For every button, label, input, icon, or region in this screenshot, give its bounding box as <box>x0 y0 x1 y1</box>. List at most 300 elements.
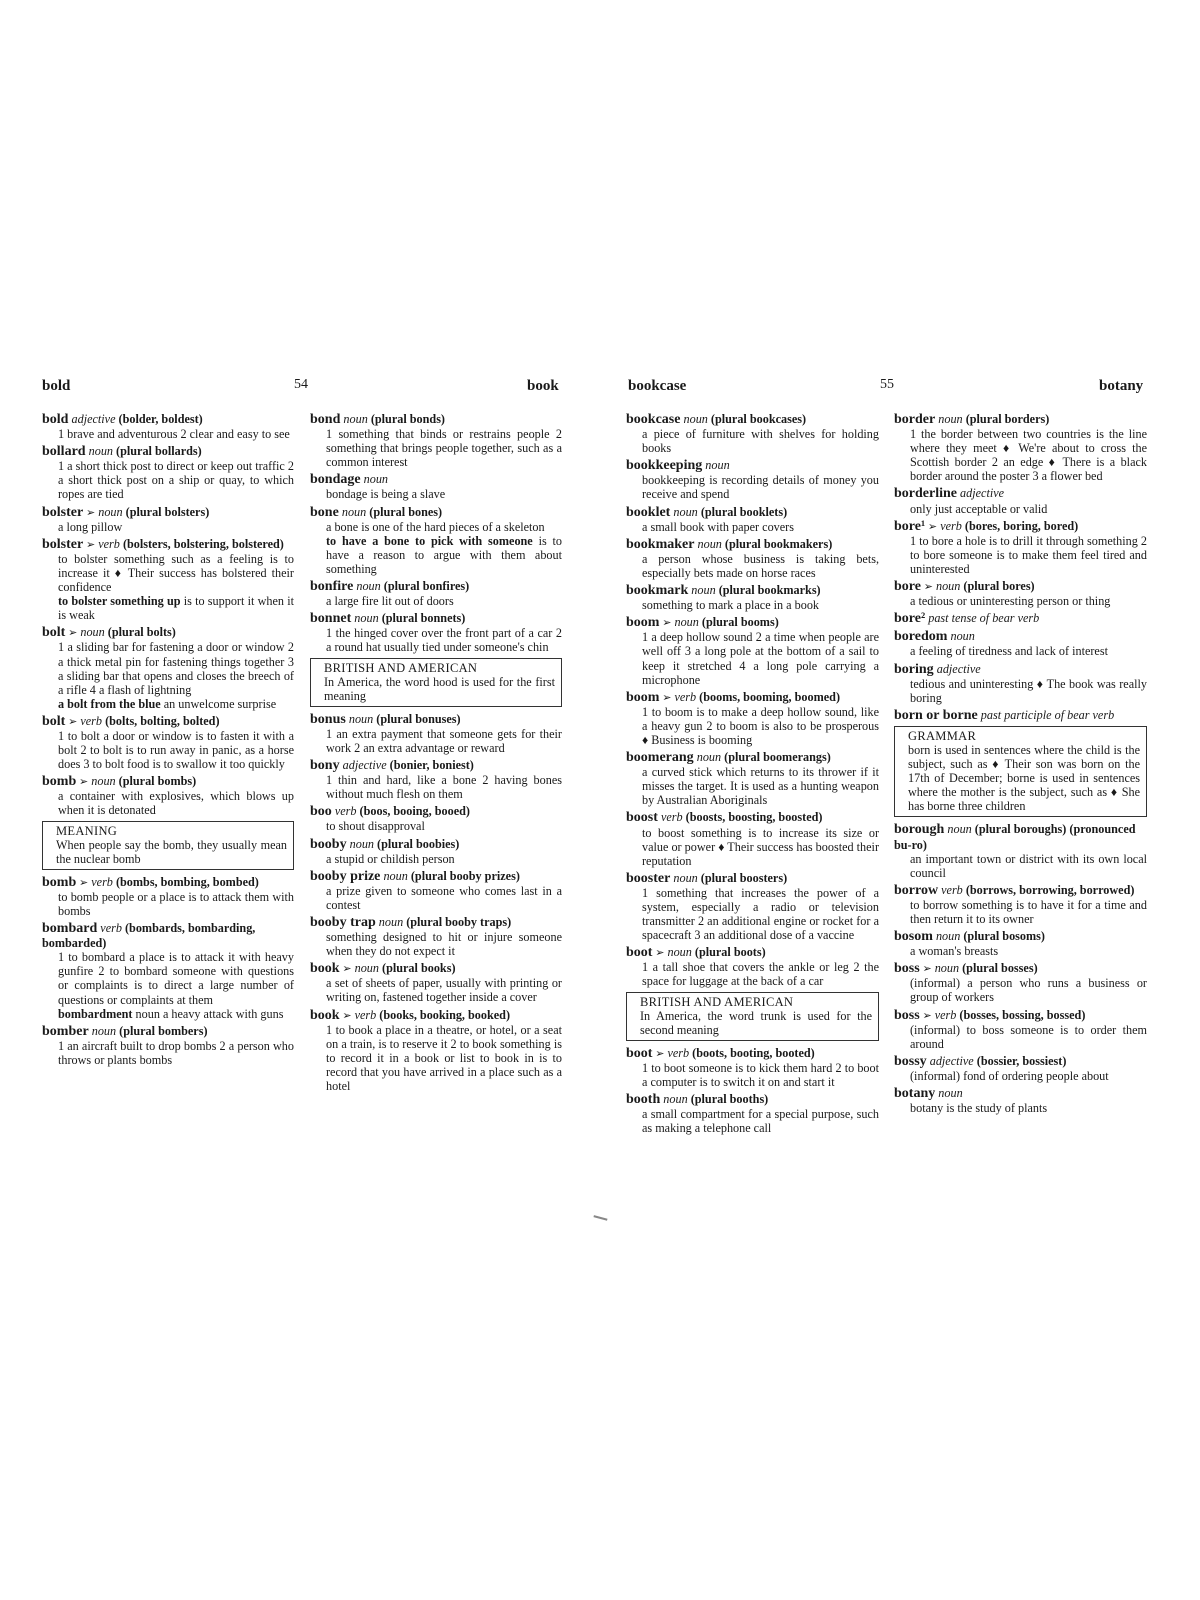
inflections: (bossier, bossiest) <box>973 1053 1067 1068</box>
arrow-icon: ➢ <box>339 1009 352 1022</box>
definition: bookkeeping is recording details of money you receive and spend <box>642 473 879 502</box>
entry-head <box>894 1008 1147 1023</box>
inflections: (plural booths) <box>687 1092 769 1107</box>
inflections: (plural boroughs) (pronounced bu-ro) <box>894 822 1136 852</box>
definition: a bone is one of the hard pieces of a skeleton <box>326 519 545 534</box>
headword: bore¹ <box>894 518 926 534</box>
headword: boss <box>894 1007 920 1023</box>
definition: 1 brave and adventurous 2 clear and easy to see <box>58 427 290 442</box>
entry-head <box>894 1086 1147 1101</box>
inflections: (plural bookmakers) <box>721 536 833 551</box>
definition: 1 to bore a hole is to drill it through something 2 to bore someone is to make them feel tired and uninterested <box>910 533 1147 576</box>
entry-head <box>42 1024 294 1039</box>
definition: to borrow something is to have it for a time and then return it to its owner <box>910 897 1147 926</box>
entry-head <box>310 505 562 520</box>
entry-head <box>626 1046 879 1061</box>
headword: bookmaker <box>626 536 695 552</box>
definition: tedious and uninteresting ♦ The book was really boring <box>910 676 1147 705</box>
part-of-speech: noun <box>694 536 722 551</box>
usage-note-title: BRITISH AND AMERICAN <box>324 660 478 675</box>
dictionary-entry <box>310 1008 562 1094</box>
inflections: (plural boobies) <box>374 836 460 851</box>
part-of-speech: verb <box>671 689 697 704</box>
inflections: (bombards, bombarding, bombarded) <box>42 921 256 951</box>
headword: bondage <box>310 472 361 488</box>
arrow-icon: ➢ <box>65 715 78 728</box>
dictionary-entry <box>42 774 294 817</box>
headword: bomber <box>42 1023 89 1039</box>
definition: 1 something that binds or restrains people 2 something that brings people together, such as a common interest <box>326 427 562 470</box>
entry-head <box>626 1092 879 1107</box>
definition: a small book with paper covers <box>642 519 794 534</box>
dictionary-entry <box>42 412 294 441</box>
entry-head <box>42 625 294 640</box>
dictionary-entry <box>894 629 1147 658</box>
headword: bookcase <box>626 412 681 427</box>
dictionary-entry <box>626 583 879 612</box>
definition: 1 something that increases the power of a system, especially a radio or television transmitter 2 an additional engine or rocket for a spacecraft 3 an additional dose of a vaccine <box>642 885 879 943</box>
definition: a long pillow <box>58 519 123 534</box>
dictionary-entry <box>894 1054 1147 1083</box>
dictionary-entry <box>626 690 879 747</box>
subentry-phrase: a bolt from the blue <box>58 696 161 711</box>
running-head-left: bookcase <box>628 378 687 394</box>
arrow-icon: ➢ <box>652 947 665 960</box>
headword: bold <box>42 412 69 427</box>
part-of-speech: verb <box>88 874 113 889</box>
page-number: 55 <box>880 377 894 392</box>
definition: to shout disapproval <box>326 819 425 834</box>
part-of-speech: verb <box>77 713 103 728</box>
part-of-speech: noun <box>88 1023 117 1038</box>
headword: boom <box>626 689 660 705</box>
subentry <box>310 534 562 576</box>
inflections: (bolder, boldest) <box>115 412 203 426</box>
inflections: (bores, boring, bored) <box>961 518 1079 533</box>
usage-note-title: BRITISH AND AMERICAN <box>640 994 794 1009</box>
definition: a tedious or uninteresting person or thing <box>910 594 1111 609</box>
dictionary-entry <box>42 875 294 918</box>
headword: boss <box>894 961 920 977</box>
dictionary-entry <box>894 1086 1147 1115</box>
dictionary-entry <box>310 579 562 608</box>
part-of-speech: noun <box>77 625 105 640</box>
part-of-speech: noun <box>680 412 708 426</box>
entry-head <box>626 458 879 473</box>
dictionary-entry <box>894 486 1147 515</box>
column-p55-left <box>626 412 879 1138</box>
inflections: (plural bosses) <box>959 961 1038 976</box>
arrow-icon: ➢ <box>659 617 672 630</box>
dictionary-entry <box>310 472 562 501</box>
arrow-icon: ➢ <box>919 1009 932 1022</box>
part-of-speech: noun <box>380 868 408 883</box>
entry-head <box>894 708 1147 723</box>
definition: a large fire lit out of doors <box>326 594 454 609</box>
entry-head <box>626 945 879 960</box>
part-of-speech: adjective <box>933 661 981 676</box>
entry-head <box>310 837 562 852</box>
part-of-speech: verb <box>664 1045 690 1060</box>
headword: borderline <box>894 486 957 502</box>
inflections: (plural bombers) <box>116 1023 208 1038</box>
dictionary-entry <box>894 579 1147 608</box>
headword: booby <box>310 836 347 852</box>
dictionary-entry <box>310 712 562 755</box>
definition: a curved stick which returns to its thrower if it misses the target. It is used as a hunting weapon by Australian Aboriginals <box>642 765 879 808</box>
entry-head <box>42 505 294 520</box>
usage-note-title: GRAMMAR <box>908 728 977 743</box>
definition: bondage is being a slave <box>326 487 446 502</box>
inflections: (borrows, borrowing, borrowed) <box>962 882 1135 897</box>
entry-head <box>894 822 1147 851</box>
definition: 1 a deep hollow sound 2 a time when people are well off 3 a long pole at the bottom of a sail to keep it stretched 4 a long pole carrying a microphone <box>642 630 879 687</box>
entry-head <box>626 615 879 630</box>
headword: book <box>310 1007 340 1023</box>
usage-note-box <box>894 726 1147 818</box>
dictionary-entry <box>626 750 879 807</box>
subentry <box>42 697 294 711</box>
inflections: (plural bombs) <box>115 774 197 789</box>
part-of-speech: past participle of bear verb <box>977 707 1115 722</box>
dictionary-entry <box>894 519 1147 576</box>
headword: boot <box>626 1045 653 1061</box>
inflections: (boos, booing, booed) <box>356 804 470 819</box>
inflections: (bolsters, bolstering, bolstered) <box>119 536 284 551</box>
dictionary-entry <box>42 537 294 623</box>
entry-head <box>626 690 879 705</box>
arrow-icon: ➢ <box>919 963 932 976</box>
column-p55-right <box>894 412 1147 1118</box>
subentry-definition: is to have a reason to argue with them about something <box>326 533 563 576</box>
headword: bookkeeping <box>626 458 703 474</box>
definition: a person whose business is taking bets, especially bets made on horse races <box>642 551 879 580</box>
entry-head <box>894 486 1147 501</box>
entry-head <box>310 915 562 930</box>
entry-head <box>626 537 879 552</box>
definition: 1 the hinged cover over the front part of a car 2 a round hat usually tied under someone's chin <box>326 626 562 655</box>
entry-head <box>626 810 879 825</box>
running-head-right: botany <box>1099 378 1144 394</box>
headword: bookmark <box>626 583 689 599</box>
definition: a prize given to someone who comes last in a contest <box>326 883 562 912</box>
entry-head <box>310 579 562 594</box>
dictionary-entry <box>42 921 294 1021</box>
dictionary-entry <box>42 505 294 534</box>
part-of-speech: verb <box>95 536 120 551</box>
part-of-speech: verb <box>97 921 122 936</box>
dictionary-entry <box>42 444 294 501</box>
headword: bombard <box>42 921 98 937</box>
part-of-speech: verb <box>937 518 962 533</box>
inflections: (plural boomerangs) <box>721 750 831 765</box>
part-of-speech: noun <box>338 504 367 519</box>
column-p54-right <box>310 412 562 1096</box>
arrow-icon: ➢ <box>339 963 352 976</box>
headword: botany <box>894 1086 936 1102</box>
headword: booklet <box>626 504 671 520</box>
definition: 1 an extra payment that someone gets for their work 2 an extra advantage or reward <box>326 726 562 755</box>
definition: to boost something is to increase its size or value or power ♦ Their success has boosted their reputation <box>642 825 879 868</box>
inflections: (boots, booting, booted) <box>689 1045 815 1060</box>
dictionary-entry <box>626 537 879 580</box>
entry-head <box>894 961 1147 976</box>
part-of-speech: past tense of bear verb <box>925 611 1040 626</box>
headword: boot <box>626 945 653 961</box>
arrow-icon: ➢ <box>659 691 672 704</box>
dictionary-entry <box>310 412 562 469</box>
subentry-definition: noun a heavy attack with guns <box>132 1006 284 1021</box>
part-of-speech: adjective <box>68 412 116 426</box>
part-of-speech: noun <box>360 472 388 487</box>
inflections: (bolts, bolting, bolted) <box>102 713 220 728</box>
headword: bomb <box>42 774 77 790</box>
definition: to bolster something such as a feeling is to increase it ♦ Their success has bolstered their confidence <box>58 551 294 595</box>
part-of-speech: noun <box>935 1086 963 1101</box>
dictionary-entry <box>310 611 562 654</box>
part-of-speech: noun <box>375 915 404 929</box>
definition: 1 to book a place in a theatre, or hotel, or a seat on a train, is to reserve it 2 to book something is to record it in a book or list to book in is to record that you have arrived in a place such as a hotel <box>326 1022 562 1094</box>
part-of-speech: noun <box>688 583 716 598</box>
headword: bore <box>894 579 921 595</box>
definition: a feeling of tiredness and lack of interest <box>910 644 1108 659</box>
part-of-speech: noun <box>340 412 368 426</box>
dictionary-entry <box>626 615 879 686</box>
headword: bosom <box>894 929 933 945</box>
part-of-speech: adjective <box>926 1053 974 1068</box>
inflections: (plural bookcases) <box>707 412 807 426</box>
entry-head <box>310 1008 562 1023</box>
entry-head <box>310 712 562 727</box>
headword: bomb <box>42 874 77 890</box>
usage-note-title: MEANING <box>56 823 118 838</box>
inflections: (plural books) <box>378 961 456 976</box>
entry-head <box>42 444 294 459</box>
gutter-mark <box>593 1211 608 1220</box>
inflections: (plural bollards) <box>113 444 202 459</box>
dictionary-entry <box>894 611 1147 626</box>
part-of-speech: noun <box>346 836 374 851</box>
headword: bonus <box>310 711 346 727</box>
inflections: (plural bookmarks) <box>715 583 821 598</box>
entry-head <box>894 629 1147 644</box>
dictionary-entry <box>626 458 879 501</box>
definition: 1 to bombard a place is to attack it with heavy gunfire 2 to bombard someone with questions or complaints is to direct a large number of questions or complaints at them <box>58 950 294 1007</box>
part-of-speech: noun <box>353 579 381 594</box>
inflections: (plural bosoms) <box>960 929 1045 944</box>
entry-head <box>310 611 562 626</box>
entry-head <box>310 412 562 427</box>
headword: bossy <box>894 1053 927 1069</box>
definition: something to mark a place in a book <box>642 598 820 613</box>
definition: 1 the border between two countries is the line where they meet ♦ We're about to cross the Scottish border 2 an edge ♦ There is a black border around the poster 3 a flower bed <box>910 427 1147 484</box>
arrow-icon: ➢ <box>652 1047 665 1060</box>
arrow-icon: ➢ <box>83 506 96 519</box>
entry-head <box>894 1054 1147 1069</box>
dictionary-entry <box>310 804 562 833</box>
definition: botany is the study of plants <box>910 1101 1048 1116</box>
headword: boo <box>310 804 332 820</box>
part-of-speech: noun <box>932 579 961 594</box>
definition: 1 a tall shoe that covers the ankle or leg 2 the space for luggage at the back of a car <box>642 960 879 989</box>
dictionary-entry <box>310 869 562 912</box>
part-of-speech: noun <box>351 611 379 626</box>
running-head-right: book <box>527 378 559 394</box>
inflections: (plural bolsters) <box>122 504 210 519</box>
headword: booby trap <box>310 915 376 930</box>
part-of-speech: noun <box>670 504 698 519</box>
definition: 1 to bolt a door or window is to fasten it with a bolt 2 to bolt is to run away in panic, as a horse does 3 to bolt food is to swallow it too quickly <box>58 728 294 772</box>
inflections: (plural booklets) <box>697 504 788 519</box>
headword: bonnet <box>310 611 352 627</box>
definition: 1 to boot someone is to kick them hard 2 to boot a computer is to switch it on and start it <box>642 1060 879 1090</box>
dictionary-entry <box>626 1046 879 1089</box>
headword: bolt <box>42 625 66 641</box>
part-of-speech: verb <box>331 804 357 819</box>
headword: book <box>310 961 340 977</box>
inflections: (plural bolts) <box>104 625 176 640</box>
dictionary-entry <box>894 883 1147 926</box>
part-of-speech: verb <box>931 1007 957 1022</box>
definition: only just acceptable or valid <box>910 501 1048 516</box>
definition: a small compartment for a special purpose, such as making a telephone call <box>642 1107 879 1136</box>
dictionary-entry <box>626 412 879 455</box>
part-of-speech: noun <box>95 504 123 519</box>
headword: bore² <box>894 611 926 627</box>
part-of-speech: noun <box>351 961 379 976</box>
definition: a piece of furniture with shelves for holding books <box>642 427 879 456</box>
usage-note-box <box>42 821 294 870</box>
entry-head <box>310 804 562 819</box>
headword: boomerang <box>626 750 694 766</box>
dictionary-entry <box>310 961 562 1004</box>
inflections: (boosts, boosting, boosted) <box>682 810 823 825</box>
definition: (informal) fond of ordering people about <box>910 1068 1109 1083</box>
part-of-speech: adjective <box>957 486 1005 501</box>
dictionary-entry <box>42 625 294 711</box>
dictionary-entry <box>894 961 1147 1004</box>
headword: bolster <box>42 536 84 552</box>
entry-head <box>626 750 879 765</box>
dictionary-entry <box>626 871 879 942</box>
part-of-speech: noun <box>671 615 699 630</box>
dictionary-entry <box>894 412 1147 483</box>
headword: booth <box>626 1092 661 1108</box>
arrow-icon: ➢ <box>925 520 938 533</box>
inflections: (plural bonuses) <box>373 711 461 726</box>
headword: born or borne <box>894 707 978 723</box>
arrow-icon: ➢ <box>76 876 89 889</box>
inflections: (plural booby prizes) <box>407 868 520 883</box>
usage-note-box <box>310 658 562 707</box>
definition: 1 thin and hard, like a bone 2 having bones without much flesh on them <box>326 773 562 802</box>
dictionary-entry <box>894 822 1147 879</box>
subentry <box>42 1007 294 1021</box>
headword: boring <box>894 661 934 677</box>
dictionary-entry <box>42 714 294 771</box>
inflections: (bonier, boniest) <box>386 758 474 773</box>
definition: a woman's breasts <box>910 944 999 959</box>
inflections: (plural boosters) <box>697 870 788 885</box>
inflections: (plural booby traps) <box>403 915 512 929</box>
dictionary-entry <box>894 708 1147 723</box>
inflections: (plural bonfires) <box>380 579 470 594</box>
entry-head <box>42 921 294 950</box>
subentry-phrase: bombardment <box>58 1006 133 1021</box>
headword: bolt <box>42 713 66 729</box>
entry-head <box>42 774 294 789</box>
definition: 1 an aircraft built to drop bombs 2 a person who throws or plants bombs <box>58 1038 294 1067</box>
inflections: (plural bores) <box>960 579 1035 594</box>
page-number: 54 <box>294 377 308 392</box>
headword: bond <box>310 412 341 427</box>
definition: a set of sheets of paper, usually with printing or writing on, fastened together inside a cover <box>326 976 562 1005</box>
part-of-speech: verb <box>938 882 963 897</box>
headword: bony <box>310 758 340 774</box>
dictionary-entry <box>626 505 879 534</box>
entry-head <box>894 579 1147 594</box>
usage-note-text: In America, the word hood is used for the first meaning <box>324 674 555 703</box>
entry-head <box>894 662 1147 677</box>
entry-head <box>42 537 294 552</box>
entry-head <box>42 412 294 427</box>
arrow-icon: ➢ <box>76 776 89 789</box>
entry-head <box>626 505 879 520</box>
dictionary-entry <box>894 1008 1147 1051</box>
headword: booby prize <box>310 868 381 884</box>
entry-head <box>894 611 1147 626</box>
headword: borrow <box>894 882 939 898</box>
entry-head <box>310 472 562 487</box>
definition: an important town or district with its own local council <box>910 851 1147 880</box>
subentry-definition: an unwelcome surprise <box>160 696 277 711</box>
arrow-icon: ➢ <box>65 627 78 640</box>
inflections: (plural bonds) <box>367 412 445 426</box>
definition: (informal) to boss someone is to order them around <box>910 1022 1147 1051</box>
dictionary-entry <box>310 758 562 801</box>
dictionary-entry <box>626 945 879 988</box>
entry-head <box>310 758 562 773</box>
headword: bolster <box>42 504 84 520</box>
headword: bollard <box>42 444 86 460</box>
headword: bone <box>310 504 339 520</box>
part-of-speech: noun <box>664 945 692 960</box>
usage-note-text: born is used in sentences where the child is the subject, such as ♦ Their son was born on the 17th of December; borne is used in sentences where the mother is the subject, such as ♦ She has borne three children <box>908 742 1140 814</box>
inflections: (plural booms) <box>698 615 779 630</box>
inflections: (plural bonnets) <box>378 611 466 626</box>
entry-head <box>894 929 1147 944</box>
inflections: (plural bones) <box>366 504 443 519</box>
definition: to bomb people or a place is to attack them with bombs <box>58 889 294 918</box>
inflections: (plural boots) <box>691 945 766 960</box>
headword: booster <box>626 870 671 886</box>
entry-head <box>42 714 294 729</box>
part-of-speech: noun <box>944 822 972 837</box>
part-of-speech: adjective <box>339 758 387 773</box>
definition: 1 to boom is to make a deep hollow sound, like a heavy gun 2 to boom is also to be prosperous ♦ Business is booming <box>642 704 879 747</box>
part-of-speech: noun <box>345 711 374 726</box>
dictionary-entry <box>310 915 562 958</box>
part-of-speech: noun <box>693 750 722 765</box>
headword: bonfire <box>310 579 354 595</box>
part-of-speech: noun <box>660 1092 688 1107</box>
dictionary-entry <box>894 662 1147 705</box>
definition: a container with explosives, which blows up when it is detonated <box>58 789 294 818</box>
entry-head <box>894 412 1147 427</box>
running-head-left: bold <box>42 378 71 394</box>
headword: boredom <box>894 629 948 645</box>
subentry-phrase: to have a bone to pick with someone <box>326 533 533 548</box>
